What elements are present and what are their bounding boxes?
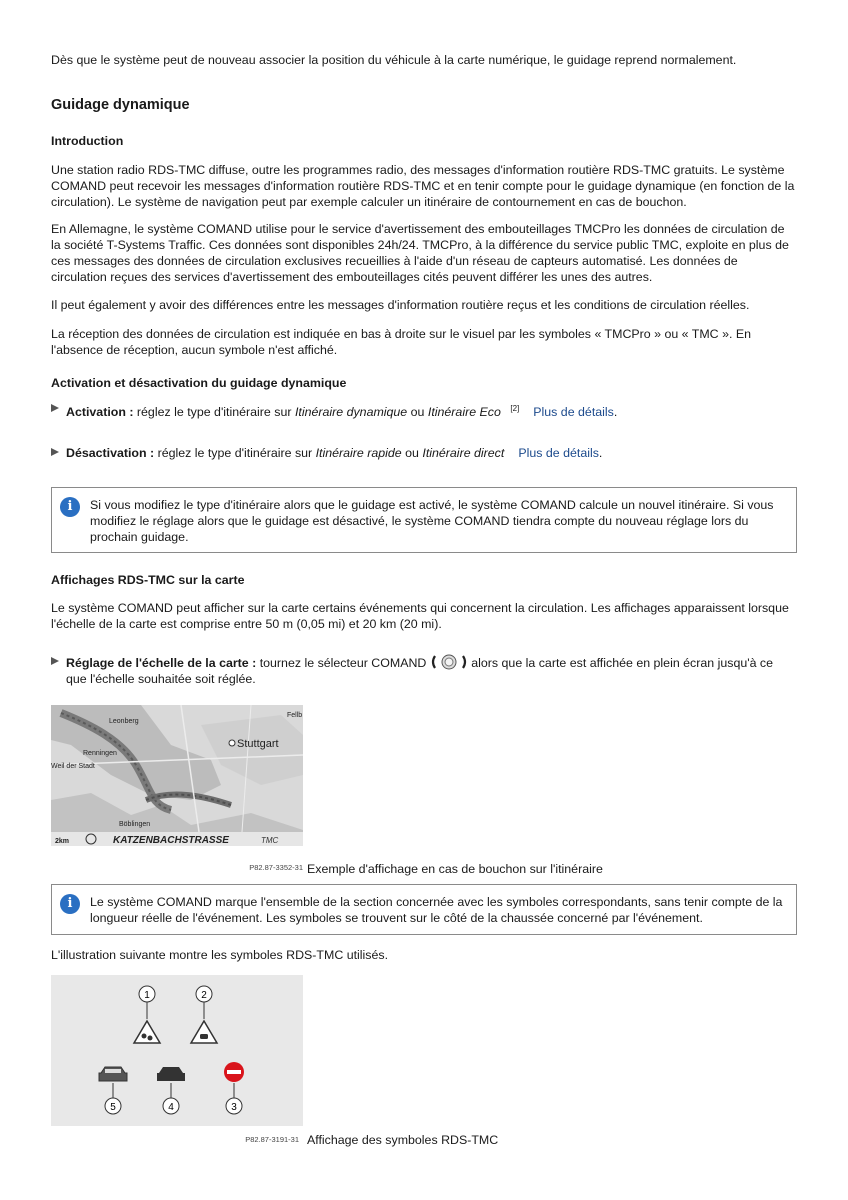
subheading-activation: Activation et désactivation du guidage dynamique: [51, 376, 347, 390]
map-image: [51, 705, 303, 846]
bullet-or: ou: [401, 446, 423, 460]
info-text: Le système COMAND marque l'ensemble de la section concernée avec les symboles correspondants, sans tenir compte de la longueur réelle de l'événement. Les symboles se trouvent sur le côté de la chaussée concerné par l'événement.: [90, 895, 783, 925]
subheading-introduction: Introduction: [51, 134, 124, 148]
map-label-town: Renningen: [83, 750, 117, 757]
comand-controller-icon: [430, 654, 468, 670]
map-caption: Exemple d'affichage en cas de bouchon sur l'itinéraire: [307, 862, 603, 876]
map-label-city: Stuttgart: [237, 738, 279, 750]
bullet-arrow-icon: [51, 657, 59, 665]
subheading-affichages: Affichages RDS-TMC sur la carte: [51, 573, 245, 587]
paragraph-map-events: Le système COMAND peut afficher sur la carte certains événements qui concernent la circulation. Les affichages apparaissent lorsque l'échelle de la carte est comprise entre 50 m (0,05 mi) et 20 km (20 mi).: [51, 601, 789, 631]
map-label-town: Leonberg: [109, 718, 139, 725]
bullet-dot: .: [598, 446, 603, 460]
intro-paragraph: Dès que le système peut de nouveau associer la position du véhicule à la carte numérique, le guidage reprend normalement.: [51, 53, 737, 67]
footnote-ref: [2]: [510, 404, 520, 413]
paragraph-illustration: L'illustration suivante montre les symboles RDS-TMC utilisés.: [51, 948, 389, 962]
symbols-caption: Affichage des symboles RDS-TMC: [307, 1133, 499, 1147]
option-dynamic: Itinéraire dynamique: [294, 405, 408, 420]
details-link-activation[interactable]: Plus de détails: [533, 405, 614, 420]
paragraph-differences: Il peut également y avoir des différences entre les messages d'information routière reçus et les conditions de circulation réelles.: [51, 298, 750, 312]
symbols-image: [51, 975, 303, 1126]
bullet-text-end: alors que la carte est affichée en plein écran jusqu'à ce que l'échelle souhaitée soit réglée.: [66, 656, 774, 686]
callout-number: 1: [144, 990, 150, 1001]
option-direct: Itinéraire direct: [422, 446, 505, 460]
map-label-town: Weil der Stadt: [51, 763, 95, 770]
symbols-figure-code: P82.87-3191-31: [245, 1135, 299, 1144]
bullet-arrow-icon: [51, 404, 59, 412]
map-figure: [51, 705, 303, 873]
bullet-text: tournez le sélecteur COMAND: [256, 656, 430, 670]
map-figure-code: P82.87-3352-31: [249, 863, 303, 872]
map-label-town: Böblingen: [119, 821, 151, 828]
details-link-deactivation[interactable]: Plus de détails: [518, 446, 599, 460]
callout-number: 4: [168, 1102, 174, 1113]
bullet-label: Désactivation :: [66, 446, 155, 460]
bullet-dot: .: [613, 405, 618, 420]
callout-number: 3: [231, 1102, 237, 1113]
option-fast: Itinéraire rapide: [315, 446, 402, 460]
bullet-scale: [51, 654, 796, 687]
bullet-arrow-icon: [51, 448, 59, 456]
bullet-deactivation: [51, 445, 602, 461]
info-icon: i: [60, 497, 80, 517]
bullet-label: Réglage de l'échelle de la carte :: [66, 656, 257, 670]
callout-number: 5: [110, 1102, 116, 1113]
bullet-activation: [51, 401, 617, 420]
info-box-symbols: [51, 884, 797, 935]
info-icon: i: [60, 894, 80, 914]
bullet-label: Activation :: [66, 405, 134, 420]
bullet-text: réglez le type d'itinéraire sur: [154, 446, 316, 460]
symbols-figure: [51, 975, 303, 1143]
map-label-town: Fellb: [287, 712, 303, 719]
info-text: Si vous modifiez le type d'itinéraire alors que le guidage est activé, le système COMAND calcule un nouvel itinéraire. Si vous modifiez le réglage alors que le guidage est désactivé, le système COMAND tiendra compte du nouveau réglage lors du prochain guidage.: [90, 498, 774, 544]
option-eco: Itinéraire Eco: [427, 405, 501, 420]
paragraph-rds-tmc: Une station radio RDS-TMC diffuse, outre les programmes radio, des messages d'information routière RDS-TMC gratuits. Le système COMAND peut recevoir les messages d'information routière RDS-TMC et en tenir compte pour le guidage dynamique (en fonction de la circulation). Le système de navigation peut par exemple calculer un itinéraire de contournement en cas de bouchon.: [51, 163, 795, 209]
bullet-text: réglez le type d'itinéraire sur: [133, 405, 295, 420]
paragraph-reception: La réception des données de circulation est indiquée en bas à droite sur le visuel par les symboles « TMCPro » ou « TMC ». En l'absence de réception, aucun symbole n'est affiché.: [51, 327, 751, 357]
paragraph-tmcpro: En Allemagne, le système COMAND utilise pour le service d'avertissement des embouteillages TMCPro les données de circulation de la société T-Systems Traffic. Ces données sont disponibles 24h/24. TMCPro, à la différence du service public TMC, exploite en plus de ces messages des données de circulation exclusives recueillies à l'aide d'un réseau de capteurs automatisé. Les données de circulation reçues des services d'avertissement des embouteillages cités peuvent différer les unes des autres.: [51, 222, 789, 284]
section-title: Guidage dynamique: [51, 97, 190, 113]
bullet-or: ou: [407, 405, 428, 420]
map-scale: 2km: [55, 838, 70, 845]
info-box-route-change: [51, 487, 797, 553]
map-street-name: KATZENBACHSTRASSE: [113, 835, 229, 846]
map-tmc-symbol: TMC: [261, 836, 279, 845]
callout-number: 2: [201, 990, 207, 1001]
